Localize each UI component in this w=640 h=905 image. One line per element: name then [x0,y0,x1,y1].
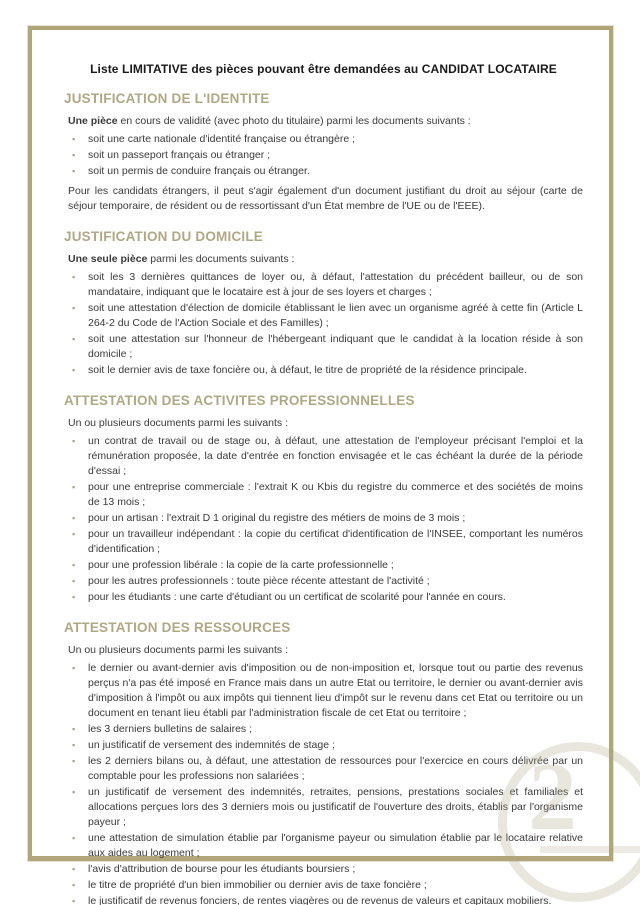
list-item [64,754,583,784]
bullet-icon: ▪ [72,896,76,905]
list-item-text: pour une entreprise commerciale : l'extrait K ou Kbis du registre du commerce et des sociétés de moins de 13 mois ; [88,481,583,508]
list-item-text: une attestation de simulation établie par l'organisme payeur ou simulation établie par le locataire relative aux aides au logement ; [88,832,583,859]
bullet-list [64,434,583,605]
bullet-icon: ▪ [72,365,76,375]
list-item [64,434,583,479]
bullet-icon: ▪ [72,334,76,344]
page-frame [28,26,613,905]
list-item [64,164,583,179]
section-intro [68,416,583,431]
bullet-list [64,132,583,179]
list-item [64,270,583,300]
list-item [64,574,583,589]
list-item-text: soit les 3 dernières quittances de loyer ou, à défaut, l'attestation du précédent bailleur, ou de son mandataire, indiquant que le locataire est à jour de ses loyers et charges ; [88,271,583,298]
list-item-text: soit une attestation sur l'honneur de l'hébergeant indiquant que le candidat à la location réside à son domicile ; [88,333,583,360]
section-intro [68,252,583,267]
list-item-text: soit le dernier avis de taxe foncière ou, à défaut, le titre de propriété de la résidence principale. [88,364,527,376]
bullet-icon: ▪ [72,272,76,282]
list-item [64,590,583,605]
list-item [64,878,583,893]
list-item-text: soit un passeport français ou étranger ; [88,149,271,161]
section-justification-identite [64,91,583,214]
bullet-icon: ▪ [72,880,76,890]
list-item [64,661,583,721]
list-item-text: un justificatif de versement des indemnités, retraites, pensions, prestations sociales et familiales et allocations perçues lors des 3 derniers mois ou justificatif de l'ouverture des droits, établis par l'organisme payeur ; [88,786,583,828]
list-item-text: le justificatif de revenus fonciers, de rentes viagères ou de revenus de valeurs et capitaux mobiliers. [88,895,552,905]
bullet-icon: ▪ [72,150,76,160]
list-item [64,831,583,861]
list-item [64,332,583,362]
intro-lead: Une seule pièce [68,253,148,265]
bullet-icon: ▪ [72,576,76,586]
list-item-text: soit un permis de conduire français ou étranger. [88,165,310,177]
section-heading: ATTESTATION DES RESSOURCES [64,620,291,635]
bullet-icon: ▪ [72,740,76,750]
bullet-list [64,661,583,905]
bullet-icon: ▪ [72,560,76,570]
list-item [64,738,583,753]
bullet-icon: ▪ [72,663,76,673]
list-item-text: soit une attestation d'élection de domicile établissant le lien avec un organisme agréé à cette fin (Article L 264-2 du Code de l'Action Sociale et des Familles) ; [88,302,583,329]
list-item-text: pour les étudiants : une carte d'étudiant ou un certificat de scolarité pour l'année en cours. [88,591,506,603]
list-item [64,301,583,331]
list-item-text: le dernier ou avant-dernier avis d'imposition ou de non-imposition et, lorsque tout ou partie des revenus perçus n'a pas été imposé en France mais dans un autre Etat ou territoire, le dernier ou avant-dernier avis d'imposition à l'impôt ou aux impôts qui tiennent lieu d'impôt sur le revenu dans cet Etat ou territoire ou un document en tenant lieu établi par l'administration fiscale de cet Etat ou territoire ; [88,662,583,719]
intro-rest: Un ou plusieurs documents parmi les suivants : [68,644,289,656]
list-item [64,862,583,877]
bullet-icon: ▪ [72,724,76,734]
section-intro [68,114,583,129]
section-heading: JUSTIFICATION DU DOMICILE [64,229,263,244]
list-item [64,132,583,147]
list-item-text: pour une profession libérale : la copie de la carte professionnelle ; [88,559,394,571]
bullet-icon: ▪ [72,756,76,766]
list-item-text: pour un artisan : l'extrait D 1 original du registre des métiers de moins de 3 mois ; [88,512,466,524]
list-item [64,527,583,557]
watermark-digit: 2 [528,743,577,851]
bullet-icon: ▪ [72,513,76,523]
intro-lead: Une pièce [68,115,118,127]
list-item [64,148,583,163]
bullet-icon: ▪ [72,592,76,602]
list-item-text: l'avis d'attribution de bourse pour les étudiants boursiers ; [88,863,356,875]
document-title: Liste LIMITATIVE des pièces pouvant être demandées au CANDIDAT LOCATAIRE [90,62,557,76]
section-attestation-ressources [64,620,583,905]
section-attestation-activites [64,393,583,605]
list-item-text: un contrat de travail ou de stage ou, à défaut, une attestation de l'employeur précisant l'emploi et la rémunération proposée, la date d'entrée en fonction envisagée et le cas échéant la durée de la période d'essai ; [88,435,583,477]
list-item [64,722,583,737]
list-item-text: pour un travailleur indépendant : la copie du certificat d'identification de l'INSEE, comportant les numéros d'identification ; [88,528,583,555]
section-heading: JUSTIFICATION DE L'IDENTITE [64,91,270,106]
list-item [64,480,583,510]
bullet-icon: ▪ [72,303,76,313]
list-item-text: les 3 derniers bulletins de salaires ; [88,723,253,735]
bullet-icon: ▪ [72,436,76,446]
bullet-icon: ▪ [72,134,76,144]
list-item-text: soit une carte nationale d'identité française ou étrangère ; [88,133,356,145]
list-item-text: le titre de propriété d'un bien immobilier ou dernier avis de taxe foncière ; [88,879,427,891]
list-item [64,363,583,378]
bullet-icon: ▪ [72,787,76,797]
bullet-icon: ▪ [72,529,76,539]
list-item-text: pour les autres professionnels : toute pièce récente attestant de l'activité ; [88,575,430,587]
bullet-icon: ▪ [72,482,76,492]
bullet-icon: ▪ [72,166,76,176]
section-note: Pour les candidats étrangers, il peut s'agir également d'un document justifiant du droit au séjour (carte de séjour temporaire, de résident ou de ressortissant d'un État membre de l'UE ou de l'EEE). [68,185,583,212]
section-justification-domicile [64,229,583,378]
list-item-text: les 2 derniers bilans ou, à défaut, une attestation de ressources pour l'exercice en cours délivrée par un comptable pour les professions non salariées ; [88,755,583,782]
section-intro [68,643,583,658]
intro-rest: parmi les documents suivants : [147,253,295,265]
intro-rest: Un ou plusieurs documents parmi les suivants : [68,417,289,429]
bullet-icon: ▪ [72,864,76,874]
section-heading: ATTESTATION DES ACTIVITES PROFESSIONNELLES [64,393,415,408]
intro-rest: en cours de validité (avec photo du titulaire) parmi les documents suivants : [117,115,471,127]
list-item [64,785,583,830]
bullet-list [64,270,583,378]
list-item [64,894,583,905]
list-item-text: un justificatif de versement des indemnités de stage ; [88,739,335,751]
list-item [64,558,583,573]
list-item [64,511,583,526]
bullet-icon: ▪ [72,833,76,843]
